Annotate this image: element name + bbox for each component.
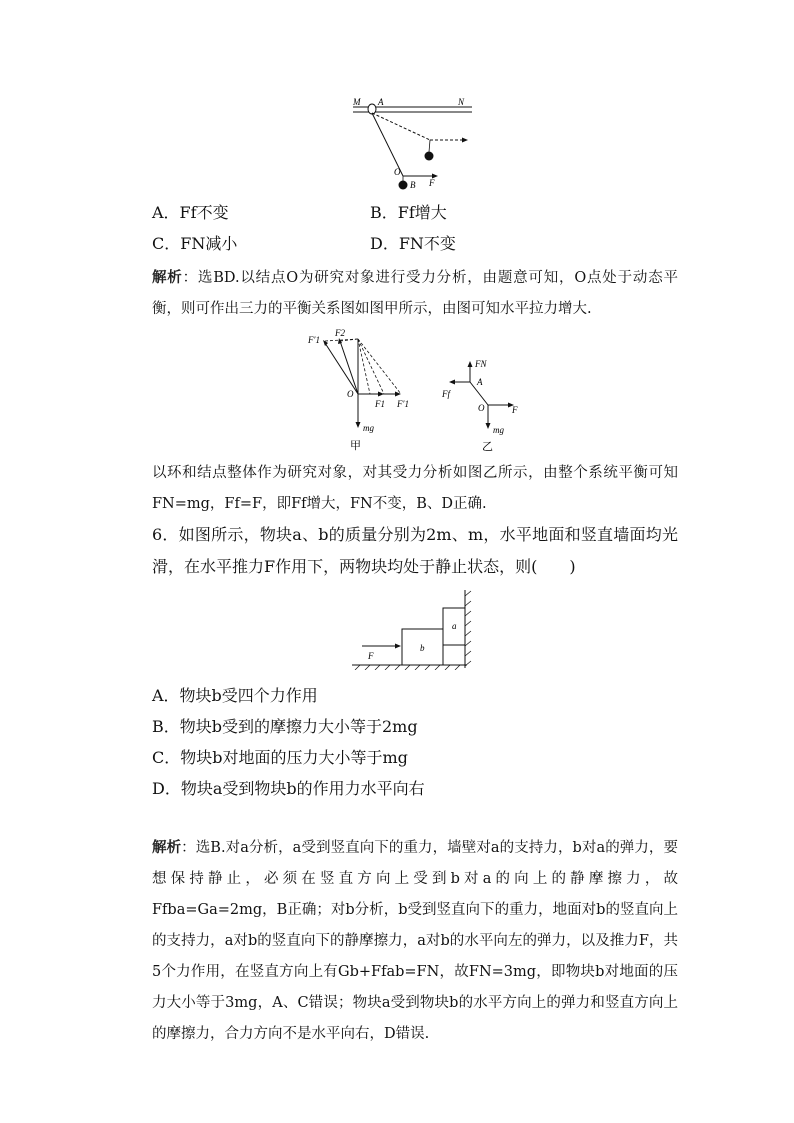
label-F-right: F bbox=[512, 405, 518, 415]
label-mg-right: mg bbox=[493, 425, 504, 435]
label-O-right: O bbox=[478, 403, 485, 413]
q6-analysis-text: ：选B.对a分析，a受到竖直向下的重力，墙壁对a的支持力，b对a的弹力，要想保持静止，必须在竖直方向上受到b对a的向上的静摩擦力，故Ffba=Ga=2mg，B正确；对b分析，b受到竖直向下的重力，地面对b的竖直向上的支持力，a对b的竖直向下的静摩擦力，a对b的水平向左的弹力，以及推力F，共5个力作用，在竖直方向上有Gb+Ffab=FN，故FN=3mg，即物块b对地面的压力大小等于3mg，A、C错误；物块a受到物块b的水平方向上的弹力和竖直方向上的摩擦力，合力方向不是水平向右，D错误. bbox=[152, 840, 678, 1042]
label-F-push: F bbox=[368, 651, 374, 661]
label-mg-left: mg bbox=[363, 423, 374, 433]
analysis-label-q6: 解析 bbox=[152, 839, 182, 856]
analysis-label: 解析 bbox=[152, 269, 183, 286]
label-F1: F1 bbox=[375, 399, 385, 409]
figure-blocks-wall bbox=[350, 588, 475, 670]
label-Ff: Ff bbox=[442, 389, 450, 399]
label-F: F bbox=[429, 178, 435, 188]
label-F2: F2 bbox=[335, 328, 345, 338]
q6-stem: 6．如图所示，物块a、b的质量分别为2m、m，水平地面和竖直墙面均光滑，在水平推力F作用下，两物块均处于静止状态，则( ) bbox=[152, 525, 678, 576]
q6-option-d: D．物块a受到物块b的作用力水平向右 bbox=[152, 779, 425, 798]
q5-analysis-2: 以环和结点整体作为研究对象，对其受力分析如图乙所示，由整个系统平衡可知FN=mg，Ff=F，即Ff增大，FN不变，B、D正确. bbox=[152, 465, 678, 512]
q5-analysis-text: ：选BD.以结点O为研究对象进行受力分析，由题意可知，O点处于动态平衡，则可作出三力的平衡关系图如图甲所示，由图可知水平拉力增大. bbox=[152, 270, 679, 317]
q5-option-b: B．Ff增大 bbox=[370, 203, 447, 222]
label-F1-double-prime: F′1 bbox=[397, 399, 409, 409]
label-F1-prime: F′1 bbox=[308, 335, 320, 345]
label-M: M bbox=[353, 97, 361, 107]
q6-option-b: B．物块b受到的摩擦力大小等于2mg bbox=[152, 717, 418, 736]
figure-ring-rod bbox=[350, 95, 480, 193]
label-A: A bbox=[378, 97, 384, 107]
caption-yi: 乙 bbox=[482, 441, 493, 453]
label-B: B bbox=[410, 180, 416, 190]
q5-option-c: C．FN减小 bbox=[152, 234, 238, 253]
q5-option-d: D．FN不变 bbox=[370, 234, 456, 253]
label-A-right: A bbox=[477, 377, 483, 387]
label-O: O bbox=[394, 167, 401, 177]
q5-option-a: A．Ff不变 bbox=[152, 203, 229, 222]
label-N: N bbox=[458, 97, 465, 107]
label-O-left: O bbox=[347, 389, 354, 399]
label-block-b: b bbox=[420, 643, 425, 653]
q5-analysis bbox=[152, 262, 678, 325]
q6-analysis bbox=[152, 832, 678, 1050]
label-FN: FN bbox=[475, 359, 487, 369]
q6-option-c: C．物块b对地面的压力大小等于mg bbox=[152, 748, 408, 767]
q6-option-a: A．物块b受四个力作用 bbox=[152, 686, 318, 705]
caption-jia: 甲 bbox=[350, 440, 361, 452]
figure-force-diagrams bbox=[305, 327, 535, 455]
label-block-a: a bbox=[452, 621, 457, 631]
